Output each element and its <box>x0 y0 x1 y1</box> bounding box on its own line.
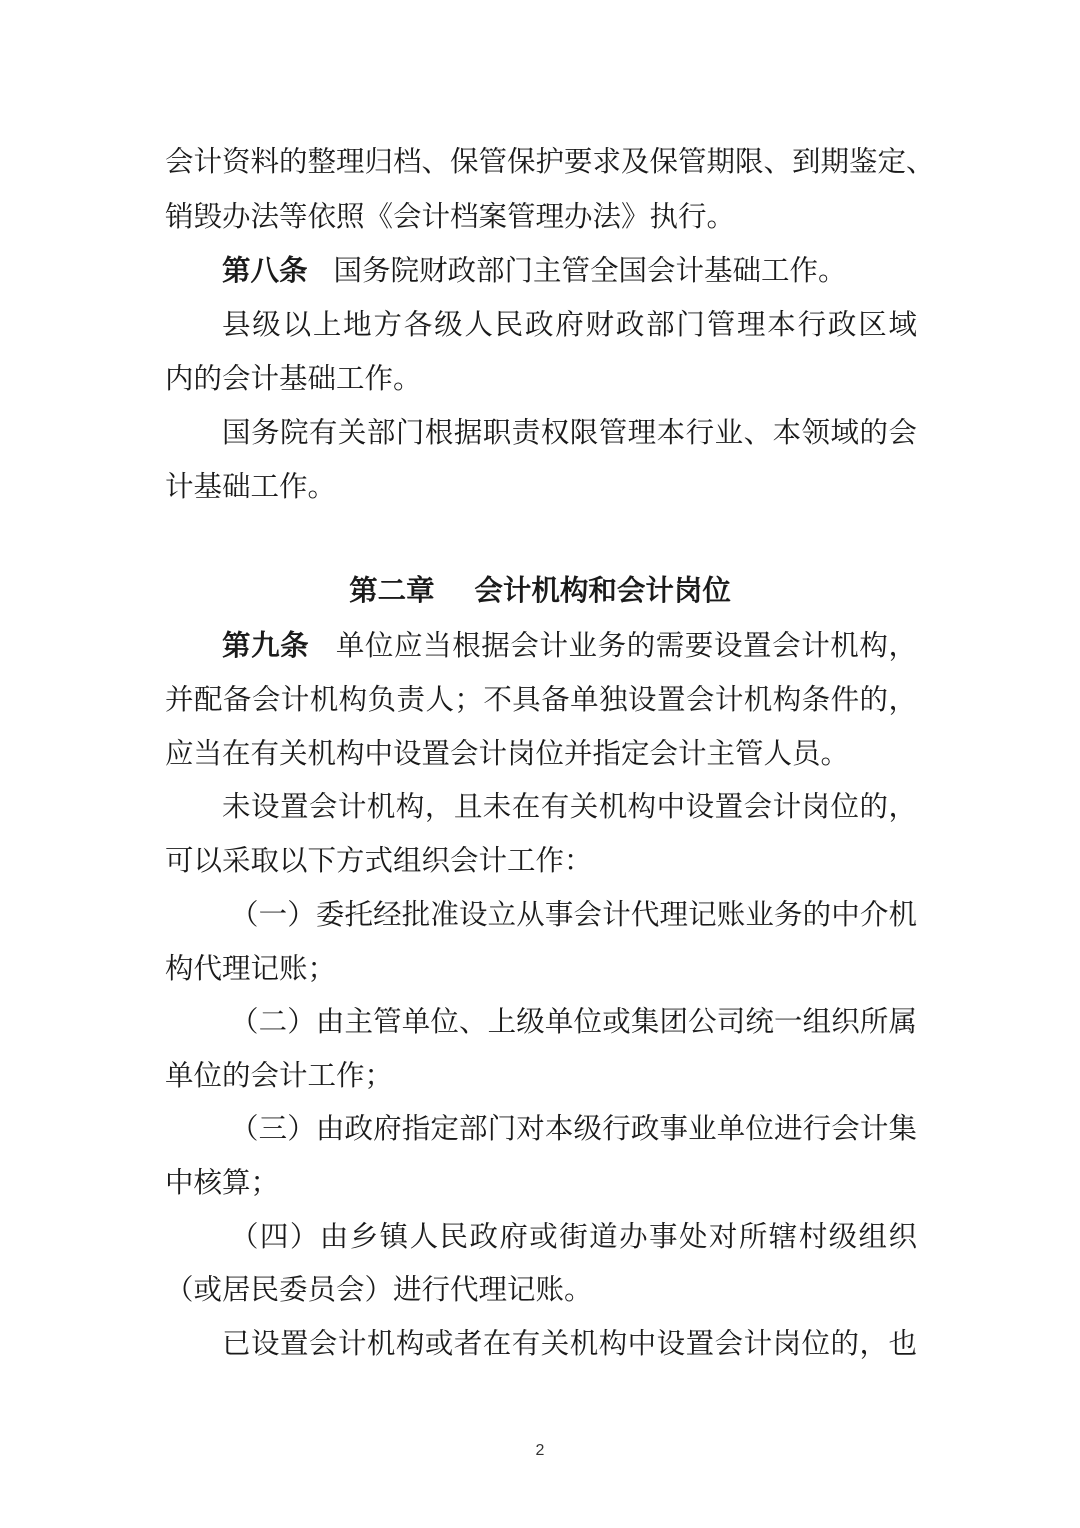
text-line: 国务院有关部门根据职责权限管理本行业、本领域的会 <box>222 416 917 449</box>
article-8 <box>222 251 917 291</box>
text-line: 构代理记账； <box>165 952 337 985</box>
text-line: （或居民委员会）进行代理记账。 <box>165 1273 593 1306</box>
text-line: （一）委托经批准设立从事会计代理记账业务的中介机 <box>230 898 917 931</box>
text-line: 销毁办法等依照《会计档案管理办法》执行。 <box>165 200 736 233</box>
article-label: 第八条 <box>222 254 308 287</box>
text-line: 县级以上地方各级人民政府财政部门管理本行政区域 <box>222 308 917 341</box>
text-line: （二）由主管单位、上级单位或集团公司统一组织所属 <box>230 1005 917 1038</box>
text-line: 内的会计基础工作。 <box>165 362 422 395</box>
article-9 <box>222 626 917 666</box>
text-line: 计基础工作。 <box>165 470 337 503</box>
text-line: （四）由乡镇人民政府或街道办事处对所辖村级组织 <box>230 1220 917 1253</box>
text-line: 已设置会计机构或者在有关机构中设置会计岗位的，也 <box>222 1327 917 1360</box>
article-text: 国务院财政部门主管全国会计基础工作。 <box>333 254 847 287</box>
text-line: 应当在有关机构中设置会计岗位并指定会计主管人员。 <box>165 737 850 770</box>
article-text: 单位应当根据会计业务的需要设置会计机构， <box>335 629 917 662</box>
page-number: 2 <box>535 1442 545 1459</box>
text-line: （三）由政府指定部门对本级行政事业单位进行会计集 <box>230 1112 917 1145</box>
text-line: 并配备会计机构负责人；不具备单独设置会计机构条件的， <box>165 683 917 716</box>
text-line: 可以采取以下方式组织会计工作： <box>165 844 593 877</box>
text-line: 中核算； <box>165 1166 280 1199</box>
article-label: 第九条 <box>222 629 310 662</box>
text-line: 未设置会计机构，且未在有关机构中设置会计岗位的， <box>222 790 917 823</box>
text-line: 会计资料的整理归档、保管保护要求及保管期限、到期鉴定、 <box>165 145 935 178</box>
chapter-title: 第二章 会计机构和会计岗位 <box>349 574 731 607</box>
text-line: 单位的会计工作； <box>165 1059 394 1092</box>
